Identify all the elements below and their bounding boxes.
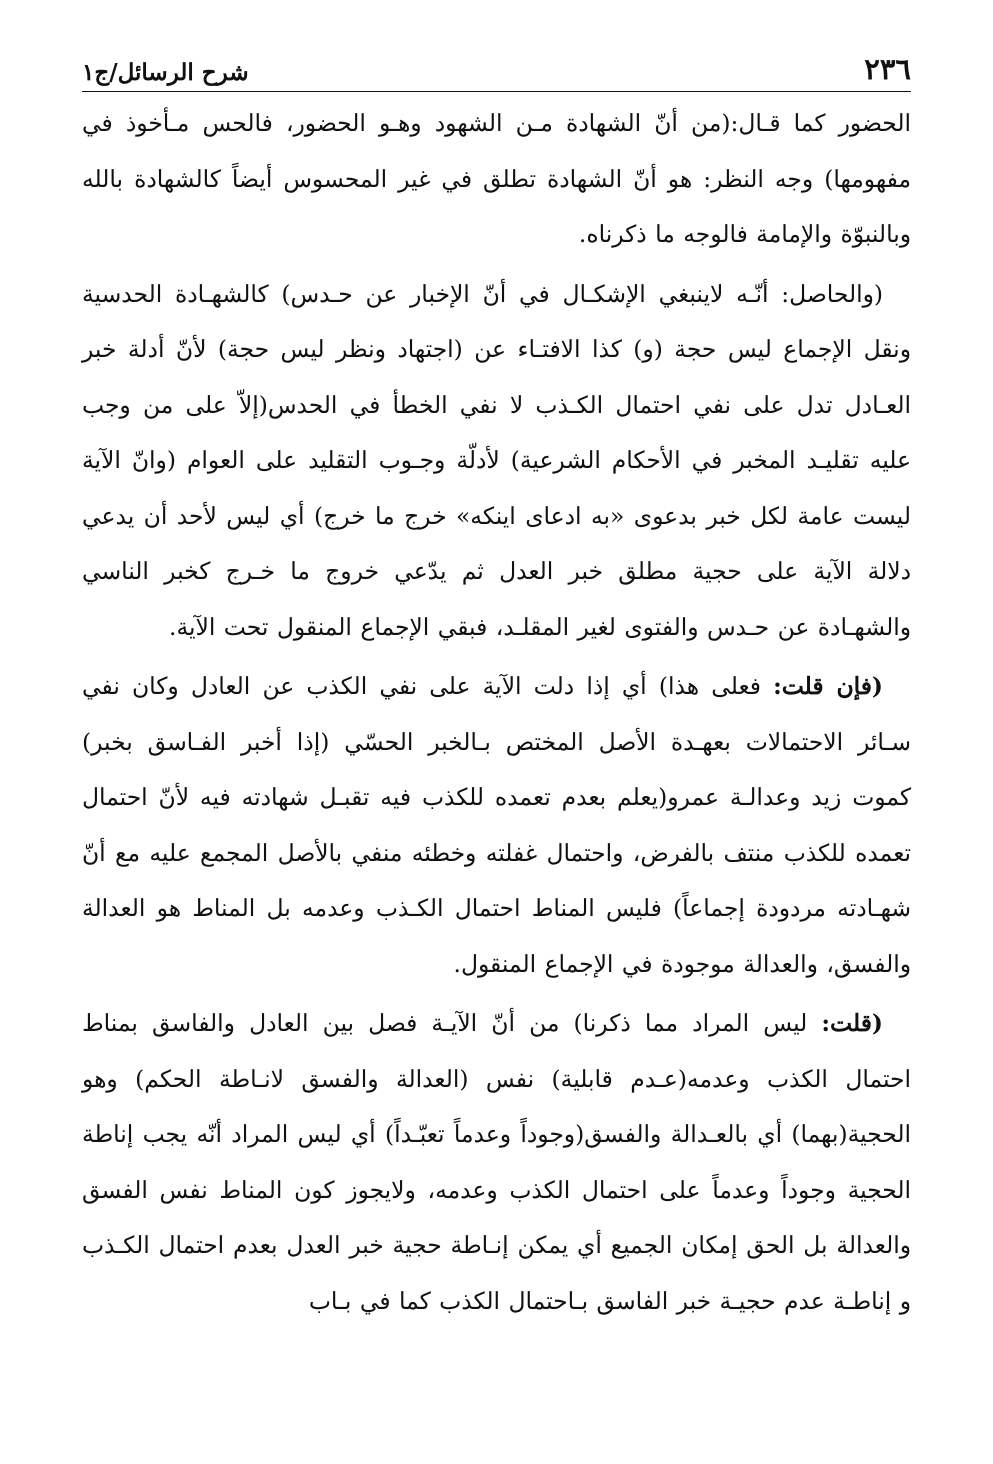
paragraph-3 <box>82 659 911 992</box>
paragraph-4-label: (قلت: <box>821 1009 883 1037</box>
paragraph-3-text: فعلى هذا) أي إذا دلت الآية على نفي الكذب عن العادل وكان نفي سـائر الاحتمالات بعهـدة الأصل المختص بـالخبر الحسّي (إذا أخبر الفـاسق بخبر) كموت زيد وعدالـة عمرو(يعلم بعدم تعمده للكذب فيه تقبـل شهادته فيه لأنّ احتمال تعمده للكذب منتف بالفرض، واحتمال غفلته وخطئه منفي بالأصل المجمع عليه مع أنّ شهـادته مردودة إجماعاً) فليس المناط احتمال الكـذب وعدمه بل المناط هو العدالة والفسق، والعدالة موجودة في الإجماع المنقول. <box>82 672 911 978</box>
paragraph-1 <box>82 96 911 263</box>
body-text <box>82 96 911 1329</box>
paragraph-4-text: ليس المراد مما ذكرنا) من أنّ الآيـة فصل بين العادل والفاسق بمناط احتمال الكذب وعدمه(عـدم قابلية) نفس (العدالة والفسق لانـاطة الحكم) وهو الحجية(بهما) أي بالعـدالة والفسق(وجوداً وعدماً تعبّـداً) أي ليس المراد أنّه يجب إناطة الحجية وجوداً وعدماً على احتمال الكذب وعدمه، ولايجوز كون المناط نفس الفسق والعدالة بل الحق إمكان الجميع أي يمكن إنـاطة حجية خبر العدل بعدم احتمال الكـذب و إناطـة عدم حجيـة خبر الفاسق بـاحتمال الكذب كما في بـاب <box>82 1009 911 1315</box>
page-number: ٢٣٦ <box>864 52 911 86</box>
page-header <box>82 40 911 84</box>
paragraph-2-text: (والحاصل: أنّـه لاينبغي الإشكـال في أنّ الإخبار عن حـدس) كالشهـادة الحدسية ونقل الإجماع ليس حجة (و) كذا الافتـاء عن (اجتهاد ونظر ليس حجة) لأنّ أدلة خبر العـادل تدل على نفي احتمال الكـذب لا نفي الخطأ في الحدس(إلاّ على من وجب عليه تقليـد المخبر في الأحكام الشرعية) لأدلّة وجـوب التقليد على العوام (وانّ الآية ليست عامة لكل خبر بدعوى «به ادعاى اينكه» خرج ما خرج) أي ليس لأحد أن يدعي دلالة الآية على حجية مطلق خبر العدل ثم يدّعي خروج ما خـرج كخبر الناسي والشهـادة عن حـدس والفتوى لغير المقلـد، فبقي الإجماع المنقول تحت الآية. <box>82 279 911 641</box>
header-divider <box>82 91 911 92</box>
paragraph-2 <box>82 267 911 656</box>
running-title: شرح الرسائل/ج١ <box>82 59 249 86</box>
paragraph-4 <box>82 996 911 1329</box>
paragraph-1-text: الحضور كما قـال:(من أنّ الشهادة مـن الشهود وهـو الحضور، فالحس مـأخوذ في مفهومها) وجه النظر: هو أنّ الشهادة تطلق في غير المحسوس أيضاً كالشهادة بالله وبالنبوّة والإمامة فالوجه ما ذكرناه. <box>82 109 911 248</box>
paragraph-3-label: (فإن قلت: <box>773 672 883 700</box>
